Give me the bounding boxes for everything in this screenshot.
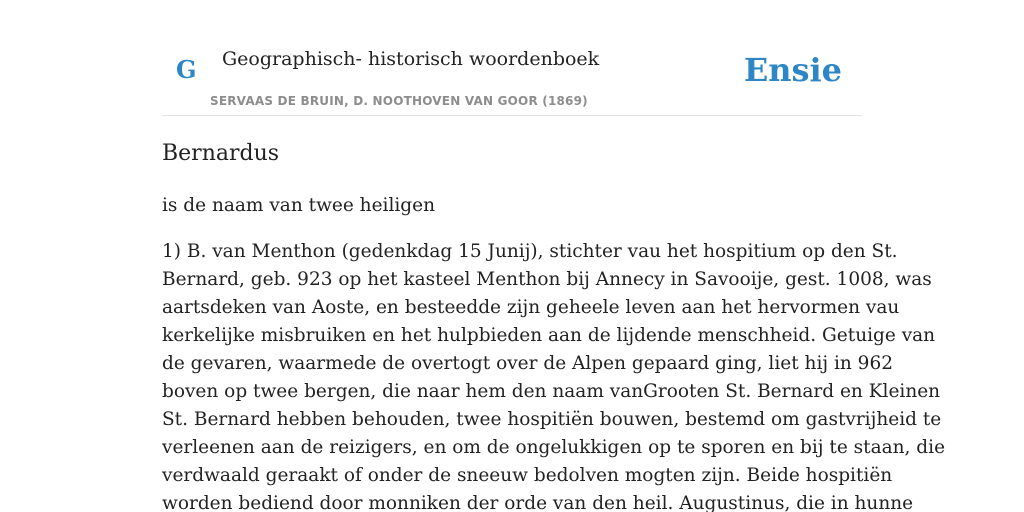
entry-intro: is de naam van twee heiligen bbox=[162, 195, 436, 216]
entry-line: verdwaald geraakt of onder de sneeuw bedolven mogten zijn. Beide hospitiën bbox=[162, 465, 893, 486]
entry-body bbox=[162, 238, 946, 512]
entry-line: kerkelijke misbruiken en het hulpbieden aan de lijdende menschheid. Getuige van bbox=[162, 325, 936, 346]
entry-line: 1) B. van Menthon (gedenkdag 15 Junij), stichter vau het hospitium op den St. bbox=[162, 241, 898, 262]
header bbox=[162, 0, 862, 116]
entry-content bbox=[162, 138, 946, 512]
entry-line: aartsdeken van Aoste, en besteedde zijn geheele leven aan het hervormen vau bbox=[162, 297, 900, 318]
entry-line: de gevaren, waarmede de overtogt over de Alpen gepaard ging, liet hij in 962 bbox=[162, 353, 893, 374]
entry-line: verleenen aan de reizigers, en om de ongelukkigen op te sporen en bij te staan, die bbox=[162, 437, 946, 458]
book-authors-year: SERVAAS DE BRUIN, D. NOOTHOVEN VAN GOOR (1869) bbox=[210, 94, 588, 108]
entry-title: Bernardus bbox=[162, 141, 280, 166]
book-title[interactable]: Geographisch- historisch woordenboek bbox=[222, 48, 600, 70]
entry-line: Bernard, geb. 923 op het kasteel Menthon bij Annecy in Savooije, gest. 1008, was bbox=[162, 269, 932, 290]
entry-line: worden bediend door monniken der orde van den heil. Augustinus, die in hunne bbox=[162, 493, 914, 512]
entry-line: St. Bernard hebben behouden, twee hospitiën bouwen, bestemd om gastvrijheid te bbox=[162, 409, 942, 430]
entry-line: boven op twee bergen, die naar hem den naam vanGrooten St. Bernard en Kleinen bbox=[162, 381, 941, 402]
book-icon[interactable]: G bbox=[176, 55, 197, 84]
ensie-logo[interactable]: Ensie bbox=[743, 51, 842, 89]
